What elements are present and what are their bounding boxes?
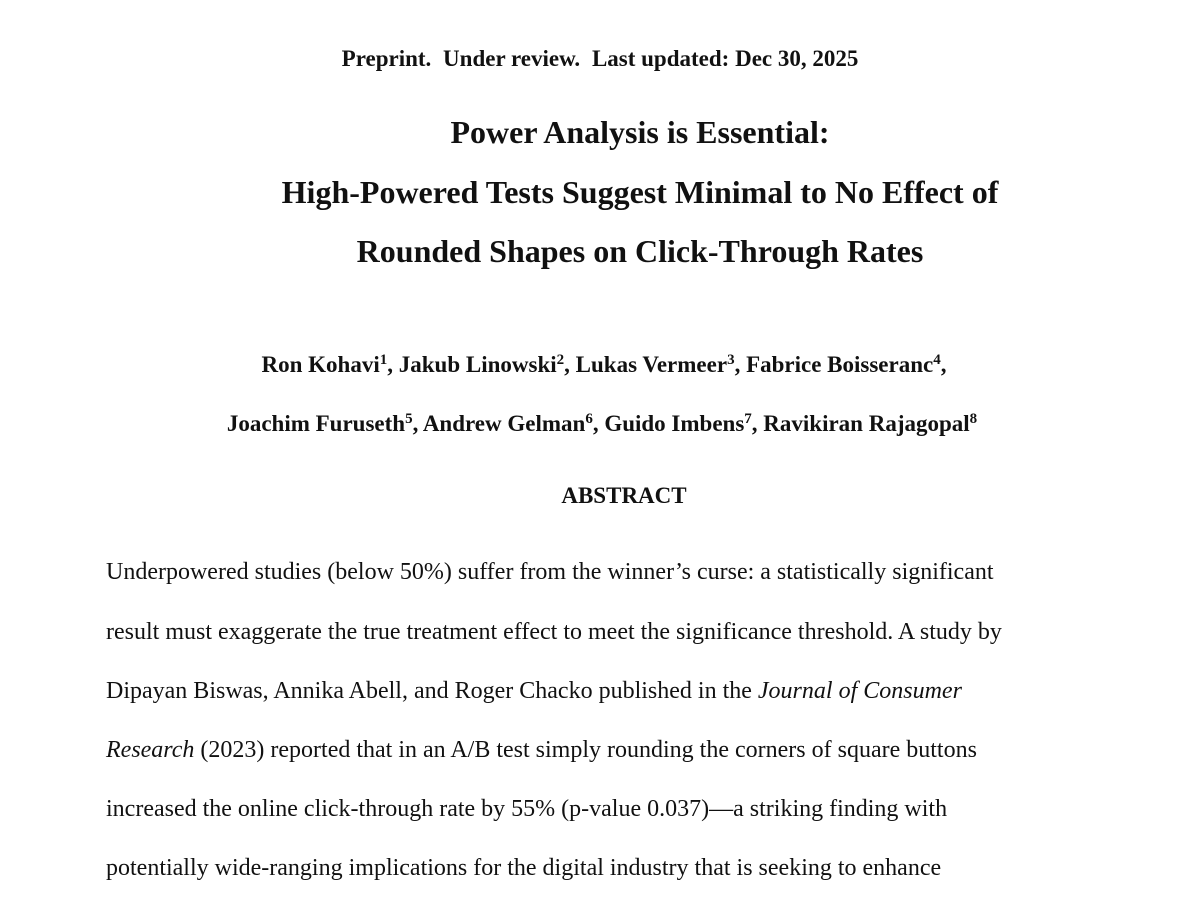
author-affiliation: 5 [405, 411, 413, 428]
author-separator: , [564, 352, 576, 377]
author [399, 352, 564, 377]
abstract-line: result must exaggerate the true treatment effect to meet the significance threshold. A study by [106, 619, 1002, 645]
author [746, 352, 941, 377]
author-separator: , [734, 352, 747, 377]
author-affiliation: 6 [585, 411, 593, 428]
preprint-header [0, 44, 1200, 74]
abstract-line [106, 676, 962, 706]
author [227, 411, 413, 436]
author-affiliation: 4 [933, 352, 941, 369]
author [763, 411, 977, 436]
title-line-3: Rounded Shapes on Click-Through Rates [356, 233, 924, 269]
author-name: Guido Imbens [604, 411, 745, 436]
author-affiliation: 7 [744, 411, 752, 428]
author-name: Fabrice Boisseranc [746, 352, 934, 377]
author [262, 352, 388, 377]
abstract-text: (2023) reported that in an A/B test simply rounding the corners of square buttons [194, 737, 977, 763]
authors-line-1 [4, 350, 1200, 380]
abstract-heading: ABSTRACT [561, 483, 687, 508]
author-separator: , [940, 352, 947, 377]
last-updated: Last updated: Dec 30, 2025 [591, 46, 859, 71]
author-separator: , [387, 352, 399, 377]
abstract-text: Dipayan Biswas, Annika Abell, and Roger Chacko published in the [106, 678, 758, 704]
author-name: Jakub Linowski [398, 352, 557, 377]
author-separator: , [592, 411, 605, 436]
title-line-2: High-Powered Tests Suggest Minimal to No Effect of [281, 174, 999, 210]
author-name: Joachim Furuseth [226, 411, 406, 436]
abstract-line: increased the online click-through rate by 55% (p-value 0.037)—a striking finding with [106, 796, 948, 822]
journal-name: Research [106, 737, 195, 763]
author-name: Ron Kohavi [261, 352, 380, 377]
preprint-label: Preprint. [341, 46, 432, 71]
author-affiliation: 3 [727, 352, 735, 369]
review-status: Under review. [443, 46, 581, 71]
title-line-1: Power Analysis is Essential: [450, 114, 830, 150]
abstract-line [106, 735, 977, 765]
journal-name: Journal of Consumer [757, 678, 962, 704]
author-separator: , [751, 411, 764, 436]
author [423, 411, 593, 436]
author [604, 411, 751, 436]
author [576, 352, 735, 377]
author-affiliation: 1 [379, 352, 388, 369]
authors-line-2 [2, 409, 1200, 439]
author-name: Lukas Vermeer [575, 352, 728, 377]
author-affiliation: 8 [969, 411, 978, 428]
author-separator: , [412, 411, 423, 436]
author-affiliation: 2 [556, 352, 565, 369]
author-name: Ravikiran Rajagopal [763, 411, 970, 436]
abstract-line: potentially wide-ranging implications for the digital industry that is seeking to enhance [106, 855, 942, 881]
abstract-line: Underpowered studies (below 50%) suffer from the winner’s curse: a statistically significant [106, 559, 994, 585]
author-name: Andrew Gelman [422, 411, 586, 436]
